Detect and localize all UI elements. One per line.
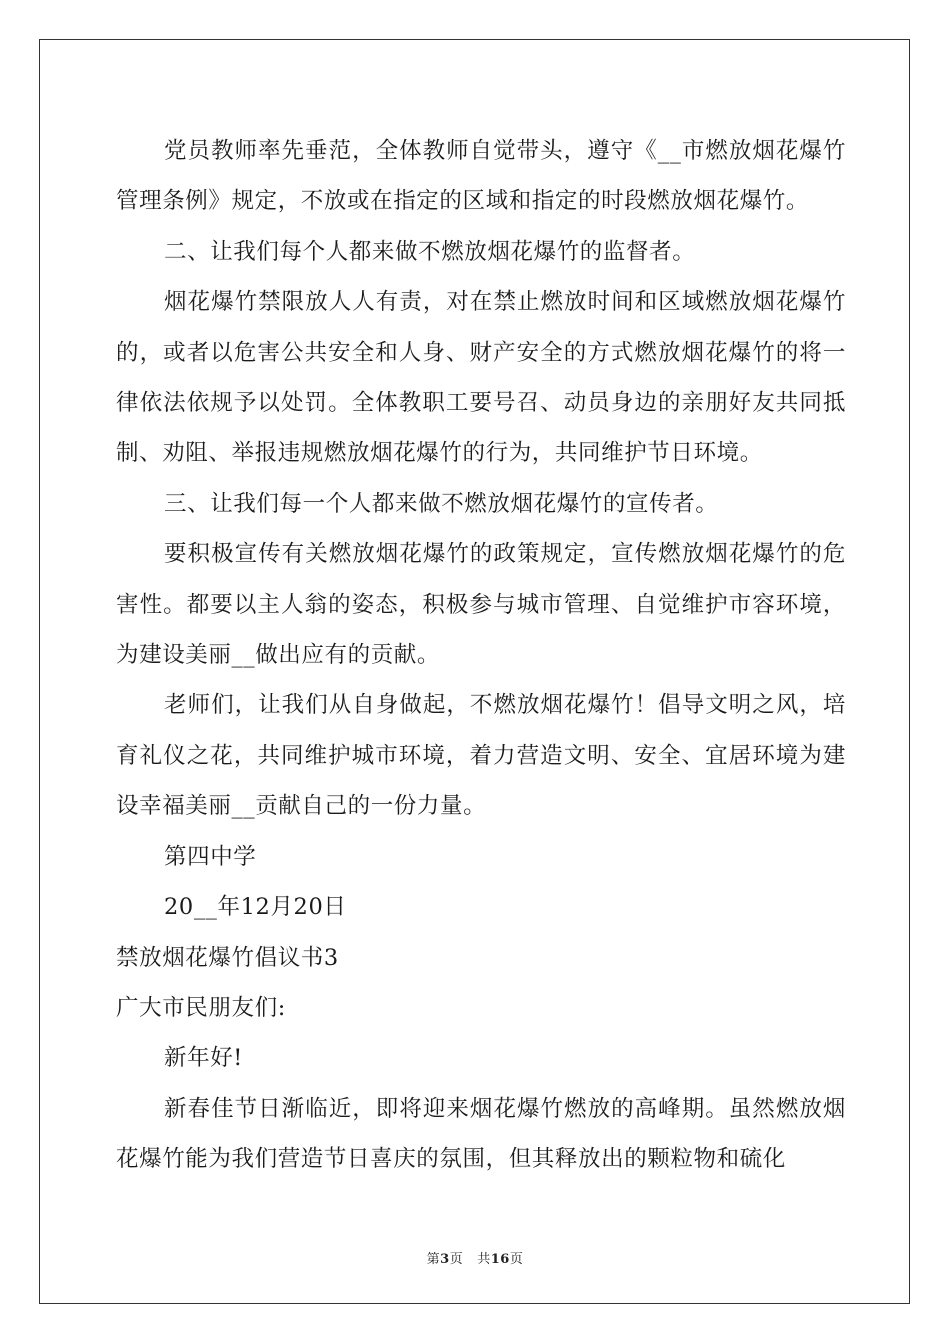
- document-body: [116, 126, 846, 1185]
- section-title: 禁放烟花爆竹倡议书3: [116, 944, 339, 971]
- signature-date: 20__年12月20日: [164, 894, 347, 921]
- signature-school: 第四中学: [164, 843, 257, 870]
- paragraph-2: 二、让我们每个人都来做不燃放烟花爆竹的监督者。: [164, 238, 696, 265]
- paragraph-6: 老师们，让我们从自身做起，不燃放烟花爆竹！倡导文明之风，培育礼仪之花，共同维护城市环境，着力营造文明、安全、宜居环境为建设幸福美丽__贡献自己的一份力量。: [116, 692, 846, 820]
- paragraph-3: 烟花爆竹禁限放人人有责，对在禁止燃放时间和区域燃放烟花爆竹的，或者以危害公共安全和人身、财产安全的方式燃放烟花爆竹的将一律依法依规予以处罚。全体教职工要号召、动员身边的亲朋好友共同抵制、劝阻、举报违规燃放烟花爆竹的行为，共同维护节日环境。: [116, 289, 846, 467]
- page-footer: [0, 1248, 950, 1267]
- paragraph-1: 党员教师率先垂范，全体教师自觉带头，遵守《__市燃放烟花爆竹管理条例》规定，不放或在指定的区域和指定的时段燃放烟花爆竹。: [116, 138, 846, 215]
- footer-total-prefix: 共: [477, 1252, 491, 1267]
- paragraph-7: 新春佳节日渐临近，即将迎来烟花爆竹燃放的高峰期。虽然燃放烟花爆竹能为我们营造节日喜庆的氛围，但其释放出的颗粒物和硫化: [116, 1095, 846, 1173]
- footer-total-pages: 16: [490, 1252, 510, 1267]
- paragraph-5: 要积极宣传有关燃放烟花爆竹的政策规定，宣传燃放烟花爆竹的危害性。都要以主人翁的姿态，积极参与城市管理、自觉维护市容环境，为建设美丽__做出应有的贡献。: [116, 541, 846, 669]
- salutation: 广大市民朋友们:: [116, 994, 286, 1021]
- footer-total-suffix: 页: [509, 1252, 524, 1267]
- footer-page-prefix: 第: [426, 1252, 441, 1267]
- greeting: 新年好!: [164, 1045, 243, 1072]
- paragraph-4: 三、让我们每一个人都来做不燃放烟花爆竹的宣传者。: [164, 490, 719, 517]
- footer-page-number: 3: [440, 1252, 450, 1267]
- footer-page-suffix: 页: [449, 1252, 464, 1267]
